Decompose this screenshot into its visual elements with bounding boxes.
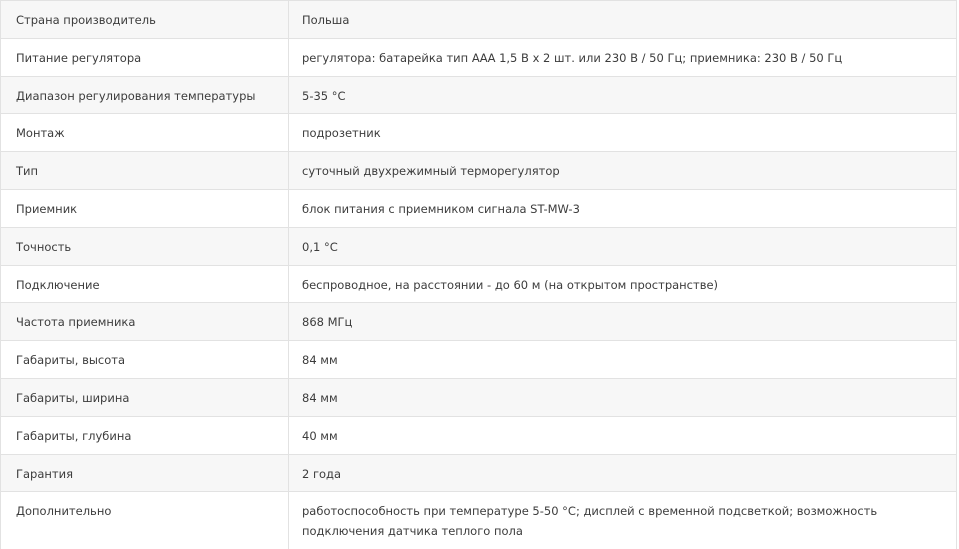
table-row [1,266,956,304]
spec-value: блок питания с приемником сигнала ST-MW-3 [302,201,580,216]
spec-name: Частота приемника [1,303,289,340]
table-row [1,152,956,190]
spec-value: регулятора: батарейка тип ААА 1,5 В х 2 шт. или 230 В / 50 Гц; приемника: 230 В / 50 Гц [302,50,843,65]
spec-name: Точность [1,228,289,265]
spec-name: Подключение [1,266,289,303]
spec-value: подрозетник [302,126,381,141]
spec-value: 5-35 °C [302,88,346,103]
spec-value: работоспособность при температуре 5-50 °C; дисплей с временной подсветкой; возможность подключения датчика теплого пола [302,504,878,539]
spec-name: Гарантия [1,455,289,492]
spec-value: 0,1 °C [302,239,338,254]
table-row [1,341,956,379]
spec-value: 84 мм [302,353,338,368]
spec-name: Приемник [1,190,289,227]
table-row [1,303,956,341]
spec-name: Питание регулятора [1,39,289,76]
spec-name: Дополнительно [1,492,289,549]
spec-name: Диапазон регулирования температуры [1,77,289,114]
spec-name: Габариты, ширина [1,379,289,416]
spec-value: суточный двухрежимный терморегулятор [302,164,560,179]
table-row [1,228,956,266]
table-row [1,114,956,152]
table-row [1,417,956,455]
table-row [1,455,956,493]
spec-name: Монтаж [1,114,289,151]
table-row [1,1,956,39]
spec-value: 84 мм [302,390,338,405]
spec-value: 40 мм [302,428,338,443]
spec-name: Габариты, глубина [1,417,289,454]
spec-value: 2 года [302,466,342,481]
spec-value: 868 МГц [302,315,353,330]
spec-value: беспроводное, на расстоянии - до 60 м (на открытом пространстве) [302,277,719,292]
spec-name: Страна производитель [1,1,289,38]
spec-name: Габариты, высота [1,341,289,378]
table-row [1,379,956,417]
table-row [1,77,956,115]
table-row [1,492,956,549]
table-row [1,190,956,228]
spec-value: Польша [302,13,350,27]
spec-name: Тип [1,152,289,189]
table-row [1,39,956,77]
